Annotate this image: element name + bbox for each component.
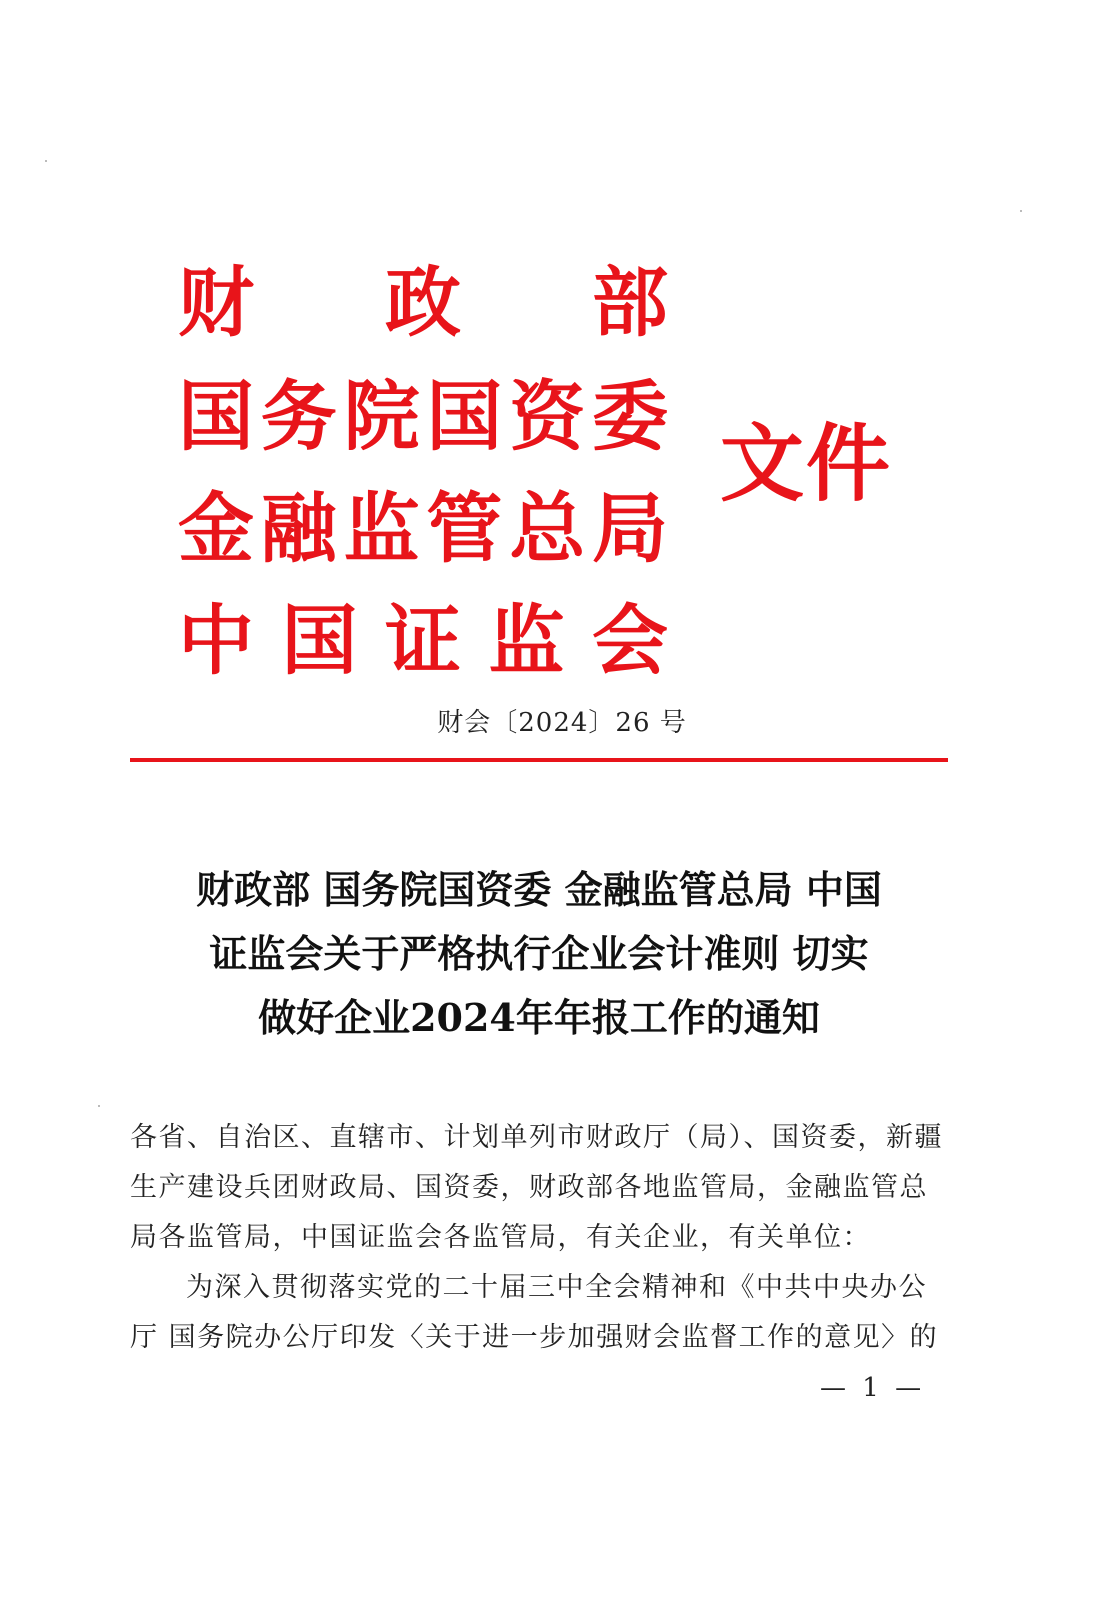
org-char: 务 [260,372,337,461]
org-char: 国 [426,372,503,461]
red-divider [130,758,948,762]
org-char: 资 [509,372,586,461]
org-char: 中 [178,596,254,685]
org-char: 委 [591,372,668,461]
scan-speck [45,160,47,162]
org-char: 院 [343,372,420,461]
document-title-line: 财政部 国务院国资委 金融监管总局 中国 [196,867,882,912]
org-char: 证 [385,596,461,685]
issuing-authorities-header [178,250,898,685]
document-title-line: 证监会关于严格执行企业会计准则 切实 [209,931,869,976]
page-number: — 1 — [820,1373,926,1403]
org-line-nfra [178,484,668,574]
org-char: 国 [178,372,254,461]
org-char: 国 [281,596,358,685]
document-title-line: 做好企业2024年年报工作的通知 [258,995,820,1040]
scan-speck [98,1105,100,1107]
org-char: 财 [178,258,254,347]
body-line: 厅 国务院办公厅印发〈关于进一步加强财会监督工作的意见〉的 [130,1322,939,1353]
document-number: 财会〔2024〕26 号 [437,708,687,738]
org-char: 管 [426,484,503,573]
org-char: 监 [343,484,420,573]
body-line: 局各监管局，中国证监会各监管局，有关企业，有关单位： [130,1222,871,1253]
body-line: 为深入贯彻落实党的二十届三中全会精神和《中共中央办公 [186,1272,927,1303]
org-line-mof [178,258,668,348]
org-char: 会 [592,596,668,685]
org-char: 局 [591,484,668,573]
org-char: 金 [178,484,254,573]
org-char: 融 [260,484,337,573]
org-line-sasac [178,372,668,462]
org-char: 部 [592,258,668,347]
org-char: 监 [488,596,565,685]
org-char: 总 [509,484,586,573]
org-char: 政 [385,258,461,347]
document-suffix: 文件 [720,414,893,513]
scan-speck [1020,210,1022,212]
body-line: 各省、自治区、直辖市、计划单列市财政厅（局）、国资委，新疆 [130,1122,943,1153]
org-line-csrc [178,596,668,686]
body-line: 生产建设兵团财政局、国资委，财政部各地监管局，金融监管总 [130,1172,928,1203]
